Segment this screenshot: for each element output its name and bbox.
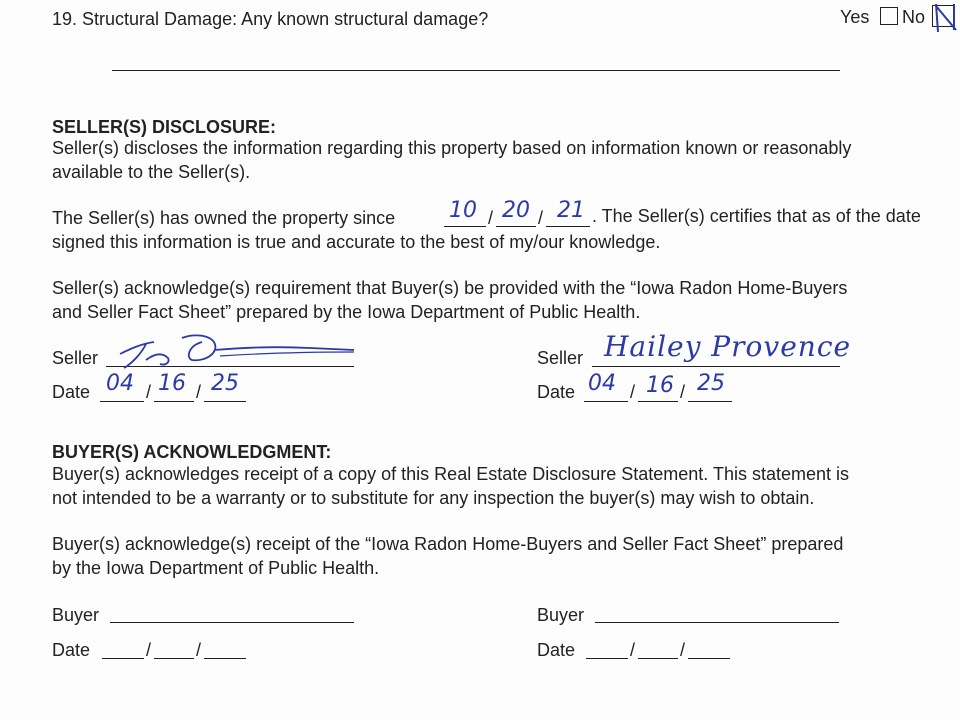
buyer-para2-line1: Buyer(s) acknowledge(s) receipt of the “Iowa Radon Home-Buyers and Seller Fact Sheet” prepared	[52, 534, 844, 554]
owned-month-value: 10	[449, 198, 477, 223]
date2-year-value: 25	[697, 371, 725, 396]
buyer1-date-label: Date	[52, 640, 91, 660]
date1-month-value: 04	[106, 371, 134, 396]
owned-day-value: 20	[502, 198, 530, 223]
date1-day-line[interactable]	[154, 401, 194, 402]
seller2-label: Seller	[537, 348, 584, 368]
buyer2-date-label: Date	[537, 640, 576, 660]
owned-prefix: The Seller(s) has owned the property since	[52, 208, 396, 228]
yes-checkbox[interactable]	[880, 7, 898, 25]
q19-answer-line[interactable]	[112, 70, 840, 71]
no-label: No	[902, 7, 926, 27]
seller2-signature-line[interactable]	[592, 366, 840, 367]
date1-day-value: 16	[158, 371, 186, 396]
buyer2-signature-line[interactable]	[595, 622, 839, 623]
buyer2-label: Buyer	[537, 605, 585, 625]
owned-day-line[interactable]	[496, 226, 536, 227]
seller-para3-line1: Seller(s) acknowledge(s) requirement that Buyer(s) be provided with the “Iowa Radon Home-Buyers	[52, 278, 848, 298]
date2-label: Date	[537, 382, 576, 402]
date2-year-line[interactable]	[688, 401, 732, 402]
buyer2-date-month-line[interactable]	[586, 658, 628, 659]
date1-month-line[interactable]	[100, 401, 144, 402]
seller-para1-line1: Seller(s) discloses the information regarding this property based on information known or reasonably	[52, 138, 852, 158]
date1-label: Date	[52, 382, 91, 402]
date2-day-value: 16	[646, 373, 674, 398]
date1-year-line[interactable]	[204, 401, 246, 402]
buyer1-date-day-line[interactable]	[154, 658, 194, 659]
seller-disclosure-heading: SELLER(S) DISCLOSURE:	[52, 117, 277, 137]
date2-day-line[interactable]	[638, 401, 678, 402]
seller2-signature: Hailey Provence	[604, 330, 852, 363]
owned-month-line[interactable]	[444, 226, 486, 227]
buyer1-date-year-line[interactable]	[204, 658, 246, 659]
owned-suffix: . The Seller(s) certifies that as of the date	[592, 206, 921, 226]
buyer-para1-line1: Buyer(s) acknowledges receipt of a copy of this Real Estate Disclosure Statement. This statement is	[52, 464, 850, 484]
seller1-signature	[110, 330, 360, 372]
buyer1-signature-line[interactable]	[110, 622, 354, 623]
date2-month-line[interactable]	[584, 401, 628, 402]
yes-label: Yes	[840, 7, 870, 27]
seller-para2-line2: signed this information is true and accurate to the best of my/our knowledge.	[52, 232, 661, 252]
seller1-label: Seller	[52, 348, 99, 368]
buyer-ack-heading: BUYER(S) ACKNOWLEDGMENT:	[52, 442, 332, 462]
buyer-para1-line2: not intended to be a warranty or to substitute for any inspection the buyer(s) may wish to obtain.	[52, 488, 815, 508]
buyer2-date-day-line[interactable]	[638, 658, 678, 659]
date1-year-value: 25	[211, 371, 239, 396]
owned-year-value: 21	[557, 198, 585, 223]
question-19-text: 19. Structural Damage: Any known structural damage?	[52, 9, 489, 29]
buyer-para2-line2: by the Iowa Department of Public Health.	[52, 558, 380, 578]
buyer1-date-month-line[interactable]	[102, 658, 144, 659]
no-checkbox-check-mark	[930, 0, 960, 34]
buyer2-date-year-line[interactable]	[688, 658, 730, 659]
owned-year-line[interactable]	[546, 226, 590, 227]
seller-para1-line2: available to the Seller(s).	[52, 162, 251, 182]
date2-month-value: 04	[588, 371, 616, 396]
buyer1-label: Buyer	[52, 605, 100, 625]
seller-para3-line2: and Seller Fact Sheet” prepared by the Iowa Department of Public Health.	[52, 302, 641, 322]
